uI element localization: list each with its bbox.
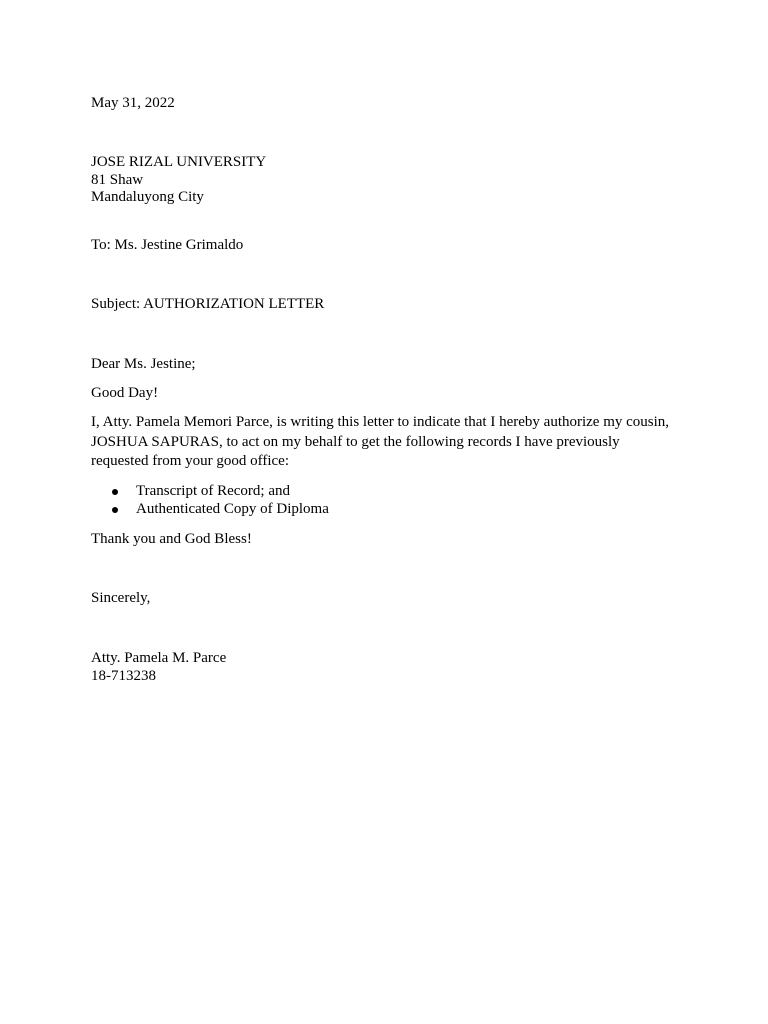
body-line: requested from your good office: <box>91 453 289 469</box>
salutation: Dear Ms. Jestine; <box>91 356 196 372</box>
list-item-text: Transcript of Record; and <box>136 483 290 499</box>
signatory-name: Atty. Pamela M. Parce <box>91 650 227 666</box>
body-paragraph <box>91 413 691 472</box>
to-line: To: Ms. Jestine Grimaldo <box>91 237 244 253</box>
subject-line: Subject: AUTHORIZATION LETTER <box>91 296 325 312</box>
body-line: JOSHUA SAPURAS, to act on my behalf to get the following records I have previously <box>91 433 620 450</box>
thanks-line: Thank you and God Bless! <box>91 531 252 547</box>
greeting: Good Day! <box>91 385 159 401</box>
recipient-city: Mandaluyong City <box>91 189 204 205</box>
closing: Sincerely, <box>91 590 151 606</box>
body-line: I, Atty. Pamela Memori Parce, is writing this letter to indicate that I hereby authorize my cousin, <box>91 414 670 430</box>
letter-date: May 31, 2022 <box>91 95 175 111</box>
recipient-institution: JOSE RIZAL UNIVERSITY <box>91 154 267 170</box>
signatory-id-number: 18-713238 <box>91 668 156 684</box>
bullet-icon <box>112 489 118 495</box>
recipient-street: 81 Shaw <box>91 172 144 188</box>
list-item-text: Authenticated Copy of Diploma <box>136 501 329 517</box>
bullet-icon <box>112 507 118 513</box>
